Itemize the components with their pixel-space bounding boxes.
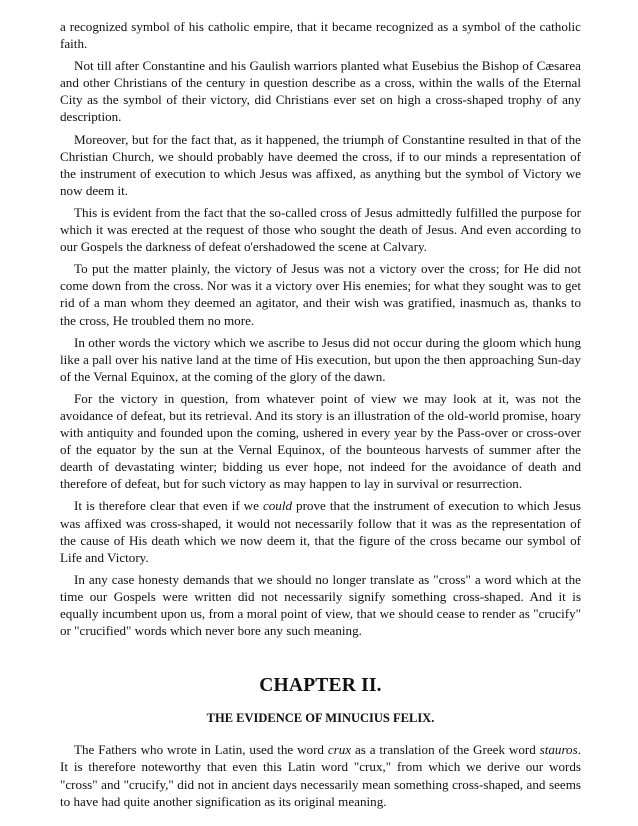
paragraph (60, 260, 581, 328)
italic-text: stauros (539, 742, 578, 758)
paragraph (60, 571, 581, 639)
text-run: as a translation of the Greek word (351, 742, 540, 758)
paragraph (60, 497, 581, 565)
text-run: This is evident from the fact that the so-called cross of Jesus admittedly fulfilled the purpose for which it was erected at the request of those who sought the death of Jesus. And even according to our Gospels the darkness of defeat o'ershadowed the scene at Calvary. (60, 204, 581, 255)
italic-text: could (262, 498, 293, 514)
paragraph (60, 390, 581, 493)
text-run: To put the matter plainly, the victory of Jesus was not a victory over the cross; for He did not come down from the cross. Nor was it a victory over His enemies; for what they sought was to get rid of a man whom they deemed an agitator, and their wish was gratified, inasmuch as, thanks to the cross, He troubled them no more. (60, 261, 581, 328)
paragraph (60, 18, 581, 52)
paragraph (60, 741, 581, 809)
chapter-subtitle: THE EVIDENCE OF MINUCIUS FELIX. (206, 711, 435, 726)
text-run: . It is therefore noteworthy that even this Latin word "crux," from which we derive our words "cross" and "crucify," did not in ancient days necessarily mean something cross-shaped, and seems to have had quite another signification as its original meaning. (60, 742, 581, 809)
text-run: prove that the instrument of execution to which Jesus was affixed was cross-shaped, it would not necessarily follow that it was as the representation of the cause of His death which we now deem it, that the figure of the cross became our symbol of Life and Victory. (60, 498, 582, 565)
body-text-top (60, 18, 581, 639)
text-run: It is therefore clear that even if we (74, 498, 263, 514)
text-run: Not till after Constantine and his Gaulish warriors planted what Eusebius the Bishop of Cæsarea and other Christians of the century in question describe as a cross, within the walls of the Eternal City as the symbol of their victory, did Christians ever set on high a cross-shaped trophy of any description. (60, 58, 581, 125)
paragraph (60, 131, 581, 199)
book-page (60, 18, 581, 815)
text-run: For the victory in question, from whatever point of view we may look at it, was not the avoidance of defeat, but its retrieval. And its story is an illustration of the old-world promise, hoary with antiquity and founded upon the coming, ushered in every year by the Pass-over or cross-over of the equator by the sun at the Vernal Equinox, of the bounteous harvests of summer after the dearth of devastating winter; bidding us ever hope, not indeed for the avoidance of death and therefore of defeat, but for such victory as may happen to lay in survival or resurrection. (60, 390, 581, 492)
paragraph (60, 204, 581, 255)
text-run: Moreover, but for the fact that, as it happened, the triumph of Constantine resulted in that of the Christian Church, we should probably have deemed the cross, if to our minds a representation of the instrument of execution to which Jesus was affixed, as anything but the symbol of Victory we now deem it. (60, 131, 581, 198)
text-run: In any case honesty demands that we should no longer translate as "cross" a word which at the time our Gospels were written did not necessarily signify something cross-shaped. And it is equally incumbent upon us, from a moral point of view, that we should cease to render as "crucify" or "crucified" words which never bore any such meaning. (60, 571, 581, 639)
text-run: The Fathers who wrote in Latin, used the word (74, 742, 328, 758)
chapter-heading: CHAPTER II. (259, 675, 382, 697)
text-run: In other words the victory which we ascribe to Jesus did not occur during the gloom which hung like a pall over his native land at the time of His execution, but upon the then approaching Sun-day of the Vernal Equinox, at the coming of the glory of the dawn. (60, 334, 581, 384)
paragraph (60, 57, 581, 125)
italic-text: crux (327, 742, 352, 758)
text-run: a recognized symbol of his catholic empire, that it became recognized as a symbol of the catholic faith. (60, 19, 581, 52)
body-text-bottom (60, 741, 581, 809)
paragraph (60, 334, 581, 385)
